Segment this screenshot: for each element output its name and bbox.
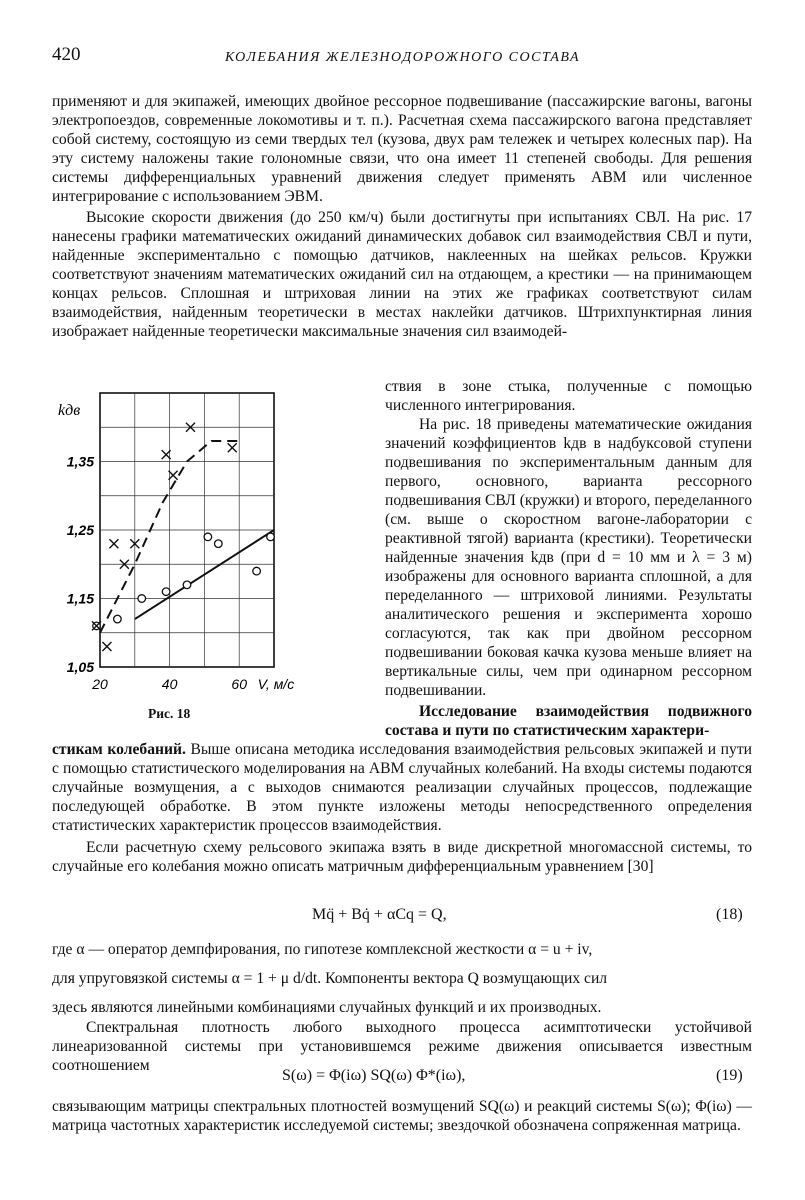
paragraph-7-text: Спектральная плотность любого выходного процесса асимптотически устойчивой линеаризованной системы при установившемся режиме движения описывается известным соотношением — [52, 1019, 752, 1074]
circle-data-point — [183, 581, 191, 589]
paragraph-1 — [52, 92, 752, 341]
y-tick-label: 1,35 — [66, 453, 94, 470]
paragraph-8 — [52, 1097, 752, 1135]
x-tick-label: 60 — [231, 676, 247, 692]
equation-18-number: (18) — [716, 906, 743, 923]
paragraph-6 — [52, 940, 752, 1075]
figure-18-chart — [52, 385, 312, 700]
right-column — [385, 377, 752, 740]
circle-data-point — [138, 595, 146, 603]
cross-data-point — [102, 642, 111, 651]
paragraph-8-text: связывающим матрицы спектральных плотностей возмущений SQ(ω) и реакций системы S(ω); Φ(iω) — матрица частотных характеристик исследуемой системы; звездочкой обозначена сопряженная матрица. — [52, 1098, 752, 1134]
equation-18: Mq̈ + Bq̇ + αCq = Q, — [312, 906, 447, 923]
paragraph-4-text: Выше описана методика исследования взаимодействия рельсовых экипажей и пути с помощью статистического моделирования на АВМ случайных колебаний. На входы системы подаются случайные возмущения, а с выходов снимаются реализации случайных процессов, подлежащие последующей обработке. В этом пункте изложены методы непосредственного определения статистических характеристик процессов взаимодействия. — [52, 741, 752, 834]
section-title: Исследование взаимодействия подвижного состава и пути по статистическим характери- — [385, 703, 752, 739]
y-axis-label: kдв — [58, 402, 81, 419]
x-tick-label: 40 — [161, 676, 178, 692]
circle-data-point — [162, 588, 170, 596]
y-tick-label: 1,25 — [66, 522, 94, 538]
cross-data-point — [228, 443, 237, 452]
x-tick-label: 20 — [92, 676, 108, 692]
paragraph-6-line-2: для упруговязкой системы α = 1 + μ d/dt. Компоненты вектора Q возмущающих сил — [52, 970, 608, 987]
paragraph-3-text: На рис. 18 приведены математические ожидания значений коэффициентов kдв в надбуксовой ступени подвешивания по экспериментальным данным для первого, основного, варианта рессорного подвешивания СВЛ (кружки) и второго, переделанного (см. выше о скоростном вагоне-лаборатории с реактивной тягой) варианта (крестики). Теоретически найденные значения kдв (при d = 10 мм и λ = 3 м) изображены для основного варианта сплошной, а для переделанного — штриховой линиями. Результаты аналитического решения и эксперимента хорошо согласуются, так как при двойном рессорном подвешивании боковая качка кузова меньше влияет на вертикальные силы, чем при одинарном рессорном подвешивании. — [385, 416, 752, 699]
circle-data-point — [215, 540, 223, 548]
paragraph-6-line-3: здесь являются линейными комбинациями случайных функций и их производных. — [52, 999, 602, 1016]
paragraph-2-continuation: ствия в зоне стыка, полученные с помощью численного интегрирования. — [385, 378, 752, 414]
circle-data-point — [253, 567, 261, 575]
circle-data-point — [114, 615, 122, 623]
y-tick-label: 1,05 — [66, 659, 94, 675]
paragraph-5-text: Если расчетную схему рельсового экипажа взять в виде дискретной многомассной системы, то случайные его колебания можно описать матричным дифференциальным уравнением [30] — [52, 839, 752, 875]
running-title: КОЛЕБАНИЯ ЖЕЛЕЗНОДОРОЖНОГО СОСТАВА — [224, 50, 580, 65]
equation-19-number: (19) — [716, 1067, 743, 1084]
x-axis-label: V, м/с — [257, 676, 295, 692]
paragraph-4 — [52, 740, 752, 876]
figure-caption: Рис. 18 — [148, 706, 191, 721]
section-title-continuation: стикам колебаний. — [52, 741, 186, 758]
paragraph-6-line-1: где α — оператор демпфирования, по гипотезе комплексной жесткости α = u + iv, — [52, 941, 593, 958]
page-number: 420 — [52, 44, 81, 65]
circle-data-point — [267, 533, 275, 541]
paragraph-1-text: применяют и для экипажей, имеющих двойное рессорное подвешивание (пассажирские вагоны, вагоны электропоездов, современные локомотивы и т. п.). Расчетная схема пассажирского вагона представляет собой систему, состоящую из семи твердых тел (кузова, двух рам тележек и четырех колесных пар). На эту систему наложены такие голономные связи, что она имеет 11 степеней свободы. Для решения системы дифференциальных уравнений движения следует применять АВМ или численное интегрирование с использованием ЭВМ. — [52, 93, 752, 205]
circle-data-point — [204, 533, 212, 541]
paragraph-2-text: Высокие скорости движения (до 250 км/ч) были достигнуты при испытаниях СВЛ. На рис. 17 нанесены графики математических ожиданий динамических добавок сил взаимодействия СВЛ и пути, найденные экспериментально с помощью датчиков, наклеенных на шейках рельсов. Кружки соответствуют значениям математических ожиданий сил на отдающем, а крестики — на принимающем концах рельсов. Сплошная и штриховая линии на этих же графиках соответствуют силам взаимодействия, найденным теоретически в местах наклейки датчиков. Штрихпунктирная линия изображает найденные теоретически максимальные значения сил взаимодей- — [52, 209, 752, 340]
y-tick-label: 1,15 — [66, 590, 94, 607]
equation-19: S(ω) = Φ(iω) SQ(ω) Φ*(iω), — [282, 1067, 466, 1084]
cross-data-point — [109, 539, 118, 548]
